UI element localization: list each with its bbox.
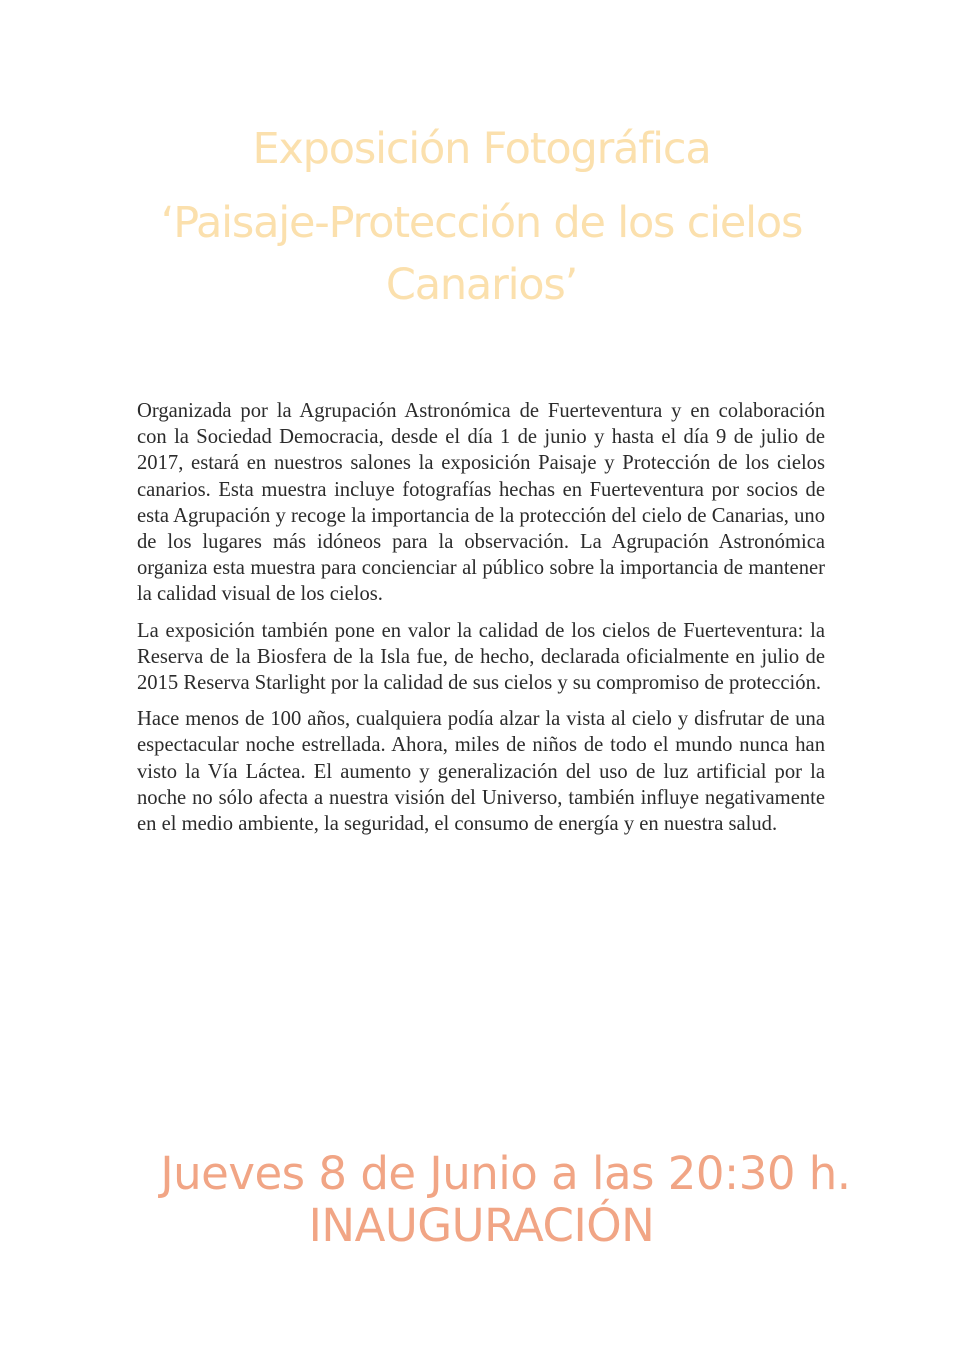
body-text: [137, 398, 825, 847]
inauguration-banner: [0, 1148, 963, 1252]
inauguration-label: INAUGURACIÓN: [308, 1199, 655, 1252]
body-paragraph-1: Organizada por la Agrupación Astronómica de Fuerteventura y en colaboración con la Sociedad Democracia, desde el día 1 de junio y hasta el día 9 de julio de 2017, estará en nuestros salones la exposición Paisaje y Protección de los cielos canarios. Esta muestra incluye fotografías hechas en Fuerteventura por socios de esta Agrupación y recoge la importancia de la protección del cielo de Canarias, uno de los lugares más idóneos para la observación. La Agrupación Astronómica organiza esta muestra para concienciar al público sobre la importancia de mantener la calidad visual de los cielos.: [137, 400, 825, 606]
exhibition-title: [0, 118, 963, 316]
inauguration-date: Jueves 8 de Junio a las 20:30 h.: [160, 1147, 851, 1200]
title-line-2: ‘Paisaje-Protección de los cielos: [160, 198, 803, 248]
body-paragraph-3: Hace menos de 100 años, cualquiera podía alzar la vista al cielo y disfrutar de una espectacular noche estrellada. Ahora, miles de niños de todo el mundo nunca han visto la Vía Láctea. El aumento y generalización del uso de luz artificial por la noche no sólo afecta a nuestra visión del Universo, también influye negativamente en el medio ambiente, la seguridad, el consumo de energía y en nuestra salud.: [137, 708, 825, 836]
title-line-1: Exposición Fotográfica: [252, 124, 711, 174]
title-line-3: Canarios’: [385, 260, 578, 310]
body-paragraph-2: La exposición también pone en valor la calidad de los cielos de Fuerteventura: la Reserva de la Biosfera de la Isla fue, de hecho, declarada oficialmente en julio de 2015 Reserva Starlight por la calidad de sus cielos y su compromiso de protección.: [137, 619, 825, 695]
